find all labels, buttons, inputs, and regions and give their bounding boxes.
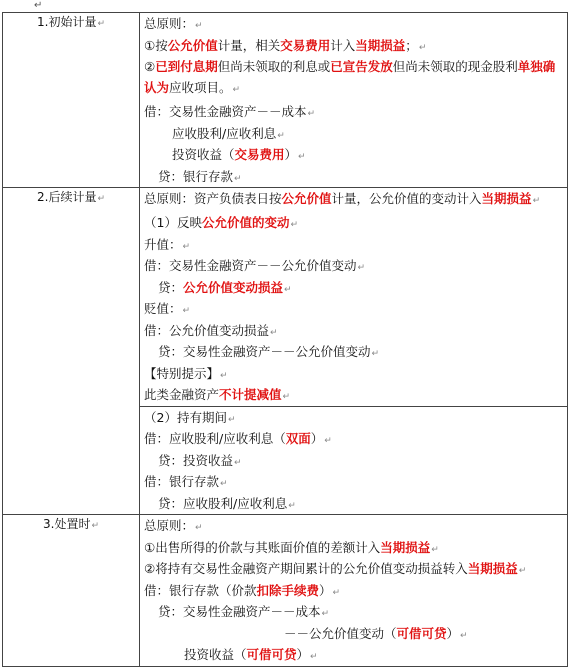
text-line: －－公允价值变动（可借可贷）↵: [284, 625, 468, 641]
text-line: 升值：↵: [144, 236, 191, 252]
text-line: ②已到付息期但尚未领取的利息或已宣告发放但尚未领取的现金股利单独确认为应收项目。↵: [144, 59, 556, 95]
row-label-initial: 1.初始计量↵: [3, 13, 140, 188]
text-line: 投资收益（可借可贷）↵: [184, 647, 318, 662]
text-line: 借：交易性金融资产－－公允价值变动↵: [144, 258, 366, 273]
content-initial: [140, 13, 568, 188]
row-disposal: [3, 515, 568, 667]
content-subsequent-fair-value: [140, 188, 568, 407]
text-line: 总原则：↵: [144, 518, 203, 533]
text-line: 【特别提示】↵: [144, 365, 228, 381]
label-text: 3.处置时: [43, 517, 91, 531]
row-label-disposal: 3.处置时↵: [3, 515, 140, 667]
text-line: 借：银行存款（价款扣除手续费）↵: [144, 582, 341, 598]
text-line: 贷：投资收益↵: [158, 452, 242, 468]
text-line: 贷：应收股利/应收利息↵: [158, 495, 296, 511]
text-line: 贷：银行存款↵: [158, 168, 242, 184]
paragraph-mark: ↵: [34, 0, 43, 11]
text-line: 借：交易性金融资产－－成本↵: [144, 104, 316, 119]
text-line: （1）反映公允价值的变动↵: [144, 215, 299, 230]
row-label-subsequent: 2.后续计量↵: [3, 188, 140, 515]
text-line: 借：银行存款↵: [144, 474, 228, 489]
summary-table: [2, 12, 568, 667]
label-text: 1.初始计量: [37, 15, 97, 29]
text-line: ①按公允价值计量，相关交易费用计入当期损益；↵: [144, 37, 427, 53]
text-line: 此类金融资产不计提减值↵: [144, 387, 291, 402]
text-line: 借：应收股利/应收利息（双面）↵: [144, 431, 332, 446]
text-line: 贷：交易性金融资产－－公允价值变动↵: [158, 344, 380, 359]
row-initial-measurement: [3, 13, 568, 188]
text-line: ②将持有交易性金融资产期间累计的公允价值变动损益转入当期损益↵: [144, 561, 527, 576]
text-line: 总原则：资产负债表日按公允价值计量，公允价值的变动计入当期损益↵: [144, 191, 541, 206]
text-line: 贬值：↵: [144, 301, 191, 316]
row-subsequent-measurement: [3, 188, 568, 407]
content-subsequent-holding: [140, 406, 568, 515]
content-disposal: [140, 515, 568, 667]
text-line: 应收股利/应收利息↵: [172, 125, 285, 141]
text-line: 贷：公允价值变动损益↵: [158, 279, 292, 295]
text-line: （2）持有期间↵: [144, 409, 236, 425]
label-text: 2.后续计量: [37, 190, 97, 204]
text-line: ①出售所得的价款与其账面价值的差额计入当期损益↵: [144, 539, 439, 555]
text-line: 贷：交易性金融资产－－成本↵: [158, 604, 330, 619]
text-line: 借：公允价值变动损益↵: [144, 322, 278, 338]
text-line: 总原则：↵: [144, 16, 203, 31]
text-line: 投资收益（交易费用）↵: [172, 147, 306, 162]
